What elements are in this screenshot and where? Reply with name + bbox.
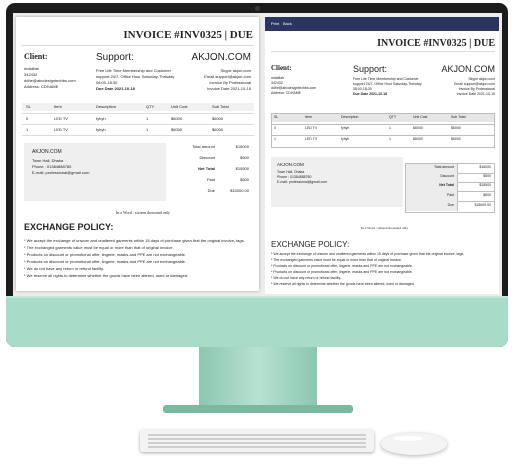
col-sl: SL (274, 115, 279, 119)
col-description: Description (96, 104, 117, 109)
invoice-date: Invoice Date 2021-10-15 (207, 86, 251, 91)
invoice-title: INVOICE #INV0325 | DUE (377, 38, 495, 49)
in-words: In a Word : sixteen thousand only (361, 226, 409, 230)
paid-label: Paid (206, 177, 215, 182)
invoice-page-left (16, 17, 259, 291)
net-total-value: $15500 (235, 166, 249, 171)
table-cell: 0 (26, 116, 29, 121)
col-unit-cost: Unit Cost (171, 104, 188, 109)
invoice-by: Invoice By Professional (458, 87, 495, 91)
table-cell: LED TV (305, 137, 318, 141)
col-unit-cost: Unit Cost (413, 115, 428, 119)
policy-title: EXCHANGE POLICY: (271, 240, 350, 249)
table-cell: $6000 (212, 127, 224, 132)
total-amount-label: Total amount (433, 165, 454, 169)
table-cell: fyhyh (96, 116, 106, 121)
table-cell: 1 (389, 126, 391, 130)
company-email: E-mail: professional@gmail.com (277, 180, 328, 184)
table-cell: $6000 (451, 137, 461, 141)
table-cell: $6000 (212, 116, 224, 121)
company-address: Town Hall, Dhaka (32, 158, 64, 163)
brand-name: AKJON.COM (191, 52, 251, 63)
table-cell: 1 (389, 137, 391, 141)
table-cell: LED TV (54, 127, 68, 132)
policy-item: * Products on discount or promotional offer, lingerie, masks and PPE are not exchangeable. (271, 270, 413, 274)
table-cell: $6000 (413, 126, 423, 130)
company-phone: Phone : 01384888780 (32, 164, 72, 169)
email: Email support@akjon.com (454, 82, 495, 86)
policy-item: * We accept the exchange of unworn and unaltered garments within 15 days of purchase given that the original invoice, tags. (24, 238, 245, 243)
client-address: Address: CDHAME (271, 91, 301, 95)
table-cell: 1 (274, 137, 276, 141)
paid-value: $500 (240, 177, 249, 182)
table-cell: fyhyh (341, 126, 350, 130)
client-phone: 342432 (271, 81, 283, 85)
col-sub-total: Sub Total (451, 115, 466, 119)
due-date: Due Date 2021-10-18 (353, 92, 388, 96)
chin-divider (6, 296, 508, 298)
support-text-1: Free Life Time Membership and Customer (353, 77, 419, 81)
support-text-2: support 24/7, Office Hour Saturday-Thrisday (353, 82, 422, 86)
policy-item: * We reserve all rights to determine whether the goods have been altered, used or damaged. (271, 282, 415, 286)
due-value: $15000.00 (474, 203, 491, 207)
client-email: ddhe@abcdesigntechbs.com (24, 78, 76, 83)
discount-label: Discount (440, 174, 454, 178)
screen (13, 13, 502, 296)
company-name: AKJON.COM (32, 149, 62, 155)
paid-label: Paid (446, 193, 454, 197)
client-address: Address: CDHAME (24, 84, 59, 89)
company-email: E-mail: professional@gmail.com (32, 170, 90, 175)
policy-item: * We reserve all rights to determine whether the goods have been altered, used or damaged. (24, 273, 189, 278)
client-label: Client: (24, 52, 48, 61)
discount-label: Discount (199, 155, 215, 160)
col-item: Item (305, 115, 312, 119)
monitor-chin (6, 296, 508, 347)
mouse-highlight (393, 436, 423, 441)
policy-item: * Products on discount or promotional offer, lingerie, masks and PPE are not exchangeable. (24, 252, 187, 257)
company-phone: Phone : 01384888780 (277, 175, 312, 179)
table-cell: fyhyh (341, 137, 350, 141)
net-total-label: Net Total (198, 166, 215, 171)
camera-icon (255, 6, 260, 11)
col-sl: SL (26, 104, 31, 109)
table-cell: $6000 (171, 116, 183, 121)
support-text-1: Free Life Time Membership and Customer (96, 68, 171, 73)
monitor-stand-base (163, 405, 353, 413)
email: Email support@akjon.com (204, 74, 251, 79)
total-amount-value: $16000 (479, 165, 491, 169)
skype: Skype akjon.com (220, 68, 251, 73)
invoice-by: Invoice By Professional (209, 80, 251, 85)
due-label: Due (447, 203, 454, 207)
monitor-stand (199, 347, 317, 409)
table-cell: fyhyh (96, 127, 106, 132)
client-email: ddhe@abcdesigntechbs.com (271, 86, 317, 90)
table-cell: 1 (146, 116, 149, 121)
policy-item: * Products on discount or promotional offer, lingerie, masks and PPE are not exchangeable. (24, 259, 187, 264)
table-cell: 1 (26, 127, 29, 132)
due-date: Due Date 2021-10-18 (96, 86, 135, 91)
col-qty: QTY (389, 115, 397, 119)
policy-item: * We accept the exchange of unworn and unaltered garments within 15 days of purchase given that the original invoice, tags. (271, 252, 465, 256)
policy-item: * Products on discount or promotional offer, lingerie, masks and PPE are not exchangeable. (271, 264, 413, 268)
table-cell: $6000 (451, 126, 461, 130)
policy-title: EXCHANGE POLICY: (24, 222, 114, 232)
policy-item: * The exchanged garments value must be equal or more than that of original invoice. (271, 258, 402, 262)
client-name: mdalilab (24, 66, 39, 71)
support-label: Support: (353, 64, 388, 74)
table-cell: $6000 (171, 127, 183, 132)
company-name: AKJON.COM (277, 162, 304, 167)
client-name: mdalilab (271, 76, 285, 80)
total-amount-label: Total amount (192, 144, 215, 149)
print-button[interactable]: Print (271, 21, 280, 26)
col-sub-total: Sub Total (212, 104, 229, 109)
print-toolbar (265, 17, 499, 31)
invoice-date: Invoice Date 2021-10-15 (456, 92, 495, 96)
discount-value: $500 (240, 155, 249, 160)
policy-item: * We do not have any return or refund facility. (271, 276, 341, 280)
total-amount-value: $16000 (235, 144, 249, 149)
client-phone: 342432 (24, 72, 38, 77)
table-cell: LED TV (54, 116, 68, 121)
brand-name: AKJON.COM (441, 64, 495, 74)
back-button[interactable]: Back (283, 21, 292, 26)
due-value: $15000.00 (230, 188, 249, 193)
in-words: In a Word : sixteen thousand only (116, 210, 170, 215)
table-cell: $6000 (413, 137, 423, 141)
table-cell: 0 (274, 126, 276, 130)
company-address: Town Hall, Dhaka (277, 170, 305, 174)
invoice-title: INVOICE #INV0325 | DUE (123, 29, 253, 41)
discount-value: $500 (483, 174, 491, 178)
due-label: Due (207, 188, 215, 193)
table-cell: LED TV (305, 126, 318, 130)
invoice-page-right (265, 17, 499, 294)
keyboard (140, 430, 374, 452)
support-text-2: support 24/7, Office Hour Saturday-Thrisday (96, 74, 175, 79)
client-label: Client: (271, 64, 292, 72)
support-text-3: 08:00-18:30 (353, 87, 372, 91)
col-qty: QTY (146, 104, 155, 109)
col-description: Description (341, 115, 359, 119)
paid-value: $500 (483, 193, 491, 197)
policy-item: * The exchanged garments value must be equal or more than that of original invoice. (24, 245, 174, 250)
table-cell: 1 (146, 127, 149, 132)
support-text-3: 08:00-18:30 (96, 80, 118, 85)
skype: Skype akjon.com (468, 77, 495, 81)
net-total-label: Net Total (439, 183, 454, 187)
net-total-value: $15500 (479, 183, 491, 187)
support-label: Support: (96, 52, 134, 63)
col-item: Item (54, 104, 62, 109)
policy-item: * We do not have any return or refund facility. (24, 266, 104, 271)
